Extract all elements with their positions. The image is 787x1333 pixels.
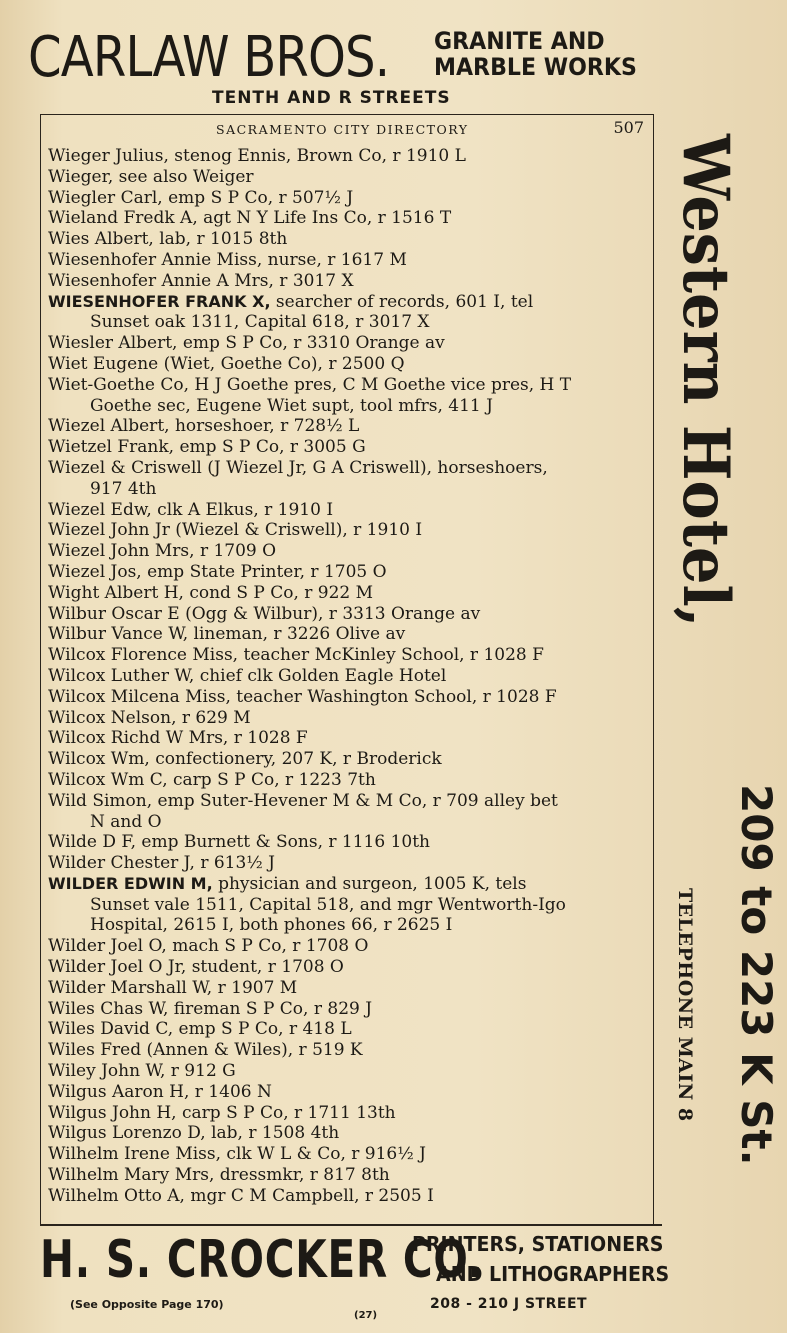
directory-entry <box>48 853 654 874</box>
directory-entries <box>48 146 654 1207</box>
entry-name: Wilhelm Mary Mrs, <box>48 1165 215 1186</box>
directory-entry <box>48 271 654 292</box>
entry-name: Wiezel & Criswell <box>48 457 202 478</box>
bottom-ad-note: (See Opposite Page 170) <box>70 1298 224 1311</box>
top-ad-tagline-line1: GRANITE AND <box>434 27 605 55</box>
directory-entry <box>48 146 654 167</box>
entry-details: Sunset oak 1311, Capital 618, r 3017 X <box>90 312 430 333</box>
directory-entry <box>48 978 654 999</box>
directory-entry <box>48 1186 654 1207</box>
directory-entry <box>48 957 654 978</box>
directory-entry <box>48 999 654 1020</box>
directory-entry <box>48 1103 654 1124</box>
top-ad-brand: CARLAW BROS. <box>28 25 390 90</box>
entry-name: Wiles Fred <box>48 1040 142 1061</box>
entry-details: chief clk Golden Eagle Hotel <box>194 665 447 686</box>
entry-details: r 1028 F <box>228 728 308 749</box>
entry-name: Wies Albert, <box>48 229 154 250</box>
entry-details: r 1709 O <box>194 541 277 562</box>
directory-entry <box>48 292 654 313</box>
entry-details: emp Burnett & Sons, r 1116 10th <box>135 832 431 853</box>
entry-name: Wiesler Albert, <box>48 333 178 354</box>
entry-name: Wilgus Aaron H, <box>48 1081 190 1102</box>
entry-details: clk W L & Co, r 916½ J <box>221 1144 426 1165</box>
entry-details: teacher Washington School, r 1028 F <box>230 686 557 707</box>
entry-name: Wilder Marshall W, <box>48 977 213 998</box>
directory-frame-bottom-rule <box>40 1224 662 1226</box>
directory-entry <box>48 479 654 500</box>
entry-details: Sunset vale 1511, Capital 518, and mgr Wentworth-Igo <box>90 894 566 915</box>
entry-details: mgr C M Campbell, r 2505 I <box>184 1185 434 1206</box>
page-number: 507 <box>613 118 644 137</box>
directory-entry <box>48 832 654 853</box>
entry-details: teacher McKinley School, r 1028 F <box>238 645 544 666</box>
directory-entry <box>48 250 654 271</box>
entry-name: Wiezel John Mrs, <box>48 541 195 562</box>
bottom-ad-page-ref: (27) <box>354 1310 378 1321</box>
directory-entry <box>48 375 654 396</box>
entry-details: fireman S P Co, r 829 J <box>168 998 373 1019</box>
directory-entry <box>48 208 654 229</box>
entry-name: Wieger Julius, <box>48 146 169 166</box>
top-ad-address: TENTH AND R STREETS <box>212 88 451 108</box>
directory-entry <box>48 541 654 562</box>
entry-name: Wilbur Oscar E <box>48 603 180 624</box>
side-ad-telephone: TELEPHONE MAIN 8 <box>674 888 696 1122</box>
entry-name: Wilhelm Otto A, <box>48 1185 185 1206</box>
directory-entry <box>48 624 654 645</box>
directory-entry <box>48 1123 654 1144</box>
directory-entry <box>48 583 654 604</box>
top-ad-tagline-line2: MARBLE WORKS <box>434 53 637 81</box>
directory-entry <box>48 1144 654 1165</box>
entry-name: Wilbur Vance W, <box>48 624 189 645</box>
entry-details: emp S P Co, r 3005 G <box>174 437 366 458</box>
entry-name: Wiezel Albert, <box>48 416 170 437</box>
entry-details: mach S P Co, r 1708 O <box>166 936 369 957</box>
directory-entry <box>48 791 654 812</box>
entry-name: Wiesenhofer Annie Miss, <box>48 249 263 270</box>
entry-details: (Ogg & Wilbur), r 3313 Orange av <box>179 603 481 624</box>
directory-entry <box>48 229 654 250</box>
entry-details: lab, r 1508 4th <box>205 1123 340 1144</box>
entry-details: carp S P Co, r 1223 7th <box>167 769 376 790</box>
entry-name: Wieger, see also Weiger <box>48 166 254 187</box>
directory-entry <box>48 687 654 708</box>
directory-entry <box>48 520 654 541</box>
entry-details: emp S P Co, r 507½ J <box>162 187 354 208</box>
entry-details: horseshoer, r 728½ L <box>169 416 360 437</box>
entry-name: Wiley John W, <box>48 1061 166 1082</box>
directory-entry <box>48 312 654 333</box>
entry-details: emp S P Co, r 3310 Orange av <box>177 333 445 354</box>
entry-details: (Wiezel & Criswell), r 1910 I <box>169 520 423 541</box>
entry-details: r 1907 M <box>212 977 298 998</box>
entry-details: r 912 G <box>165 1061 236 1082</box>
top-ad-tagline <box>434 28 637 80</box>
entry-details: r 1406 N <box>189 1081 272 1102</box>
directory-entry <box>48 1019 654 1040</box>
directory-entry <box>48 458 654 479</box>
entry-details: lineman, r 3226 Olive av <box>188 624 406 645</box>
entry-details: student, r 1708 O <box>186 957 344 978</box>
directory-entry <box>48 770 654 791</box>
directory-entry <box>48 874 654 895</box>
crocker-co-advertisement <box>28 1228 688 1328</box>
directory-entry <box>48 562 654 583</box>
directory-entry <box>48 416 654 437</box>
directory-entry <box>48 354 654 375</box>
entry-details: clk A Elkus, r 1910 I <box>151 499 334 520</box>
directory-entry <box>48 396 654 417</box>
entry-details: r 3017 X <box>273 270 354 291</box>
entry-details: 917 4th <box>90 478 157 499</box>
entry-name: Wilcox Nelson, <box>48 707 177 728</box>
directory-entry <box>48 1040 654 1061</box>
entry-name: Wiezel Edw, <box>48 499 152 520</box>
entry-details: cond S P Co, r 922 M <box>183 582 374 603</box>
directory-entry <box>48 666 654 687</box>
directory-entry <box>48 936 654 957</box>
entry-name: Wiezel John Jr <box>48 520 170 541</box>
directory-entry <box>48 1082 654 1103</box>
entry-details: lab, r 1015 8th <box>153 229 288 250</box>
directory-entry <box>48 728 654 749</box>
directory-entry <box>48 1165 654 1186</box>
entry-name: Wiet Eugene <box>48 353 159 374</box>
entry-details: (Wiet, Goethe Co), r 2500 Q <box>158 353 405 374</box>
directory-entry <box>48 915 654 936</box>
entry-details: agt N Y Life Ins Co, r 1516 T <box>197 208 452 229</box>
western-hotel-advertisement <box>662 128 782 1238</box>
directory-entry <box>48 708 654 729</box>
entry-details: N and O <box>90 811 162 832</box>
directory-entry <box>48 895 654 916</box>
entry-name: Wieland Fredk A, <box>48 208 198 229</box>
directory-header <box>40 116 650 142</box>
entry-details: emp State Printer, r 1705 O <box>141 561 387 582</box>
entry-name: Wilde D F, <box>48 832 136 853</box>
directory-entry <box>48 1061 654 1082</box>
entry-details: dressmkr, r 817 8th <box>214 1165 390 1186</box>
entry-details: (J Wiezel Jr, G A Criswell), horseshoers, <box>201 457 548 478</box>
directory-entry <box>48 812 654 833</box>
bottom-ad-tagline-line1: PRINTERS, STATIONERS <box>412 1232 664 1256</box>
entry-name: Wiet-Goethe Co, <box>48 374 190 395</box>
entry-name: Wiles David C, <box>48 1019 174 1040</box>
bottom-ad-brand: H. S. CROCKER CO. <box>40 1230 484 1290</box>
directory-entry <box>48 604 654 625</box>
directory-entry <box>48 188 654 209</box>
entry-name: Wilder Chester J, <box>48 853 195 874</box>
entry-name: Wiesenhofer Annie A Mrs, <box>48 270 274 291</box>
bottom-ad-tagline-line2: AND LITHOGRAPHERS <box>436 1262 670 1286</box>
directory-entry <box>48 749 654 770</box>
entry-name: Wilder Joel O Jr, <box>48 957 187 978</box>
entry-details: nurse, r 1617 M <box>262 249 407 270</box>
entry-name: Wilcox Richd W Mrs, <box>48 728 229 749</box>
entry-name: Wilhelm Irene Miss, <box>48 1144 222 1165</box>
directory-entry <box>48 333 654 354</box>
entry-name: WILDER EDWIN M, <box>48 873 213 893</box>
entry-details: (Annen & Wiles), r 519 K <box>141 1040 363 1061</box>
entry-name: Wiegler Carl, <box>48 187 163 208</box>
side-ad-hotel-name: Western Hotel, <box>668 134 743 628</box>
entry-name: Wilcox Wm, <box>48 749 150 770</box>
entry-details: Goethe sec, Eugene Wiet supt, tool mfrs, 411 J <box>90 395 493 416</box>
entry-details: stenog Ennis, Brown Co, r 1910 L <box>168 146 466 166</box>
entry-name: Wilgus John H, <box>48 1102 177 1123</box>
entry-details: H J Goethe pres, C M Goethe vice pres, H T <box>189 374 572 395</box>
entry-details: carp S P Co, r 1711 13th <box>176 1102 396 1123</box>
entry-name: Wietzel Frank, <box>48 437 175 458</box>
entry-name: Wiezel Jos, <box>48 561 142 582</box>
entry-name: Wiles Chas W, <box>48 998 169 1019</box>
entry-details: r 629 M <box>176 707 251 728</box>
directory-entry <box>48 500 654 521</box>
bottom-ad-street: 208 - 210 J STREET <box>430 1296 588 1312</box>
entry-name: Wilcox Luther W, <box>48 665 195 686</box>
entry-details: physician and surgeon, 1005 K, tels <box>212 873 527 894</box>
entry-details: confectionery, 207 K, r Broderick <box>149 749 442 770</box>
entry-details: emp Suter-Hevener M & M Co, r 709 alley bet <box>152 790 558 811</box>
entry-name: Wilgus Lorenzo D, <box>48 1123 206 1144</box>
directory-entry <box>48 645 654 666</box>
entry-details: r 613½ J <box>194 853 275 874</box>
entry-name: Wilcox Milcena Miss, <box>48 686 231 707</box>
entry-name: Wild Simon, <box>48 790 153 811</box>
entry-name: Wight Albert H, <box>48 582 184 603</box>
directory-title: SACRAMENTO CITY DIRECTORY <box>216 122 469 137</box>
entry-details: emp S P Co, r 418 L <box>173 1019 352 1040</box>
entry-name: Wilcox Wm C, <box>48 769 168 790</box>
entry-details: Hospital, 2615 I, both phones 66, r 2625 I <box>90 915 453 936</box>
directory-entry <box>48 437 654 458</box>
entry-details: searcher of records, 601 I, tel <box>270 291 534 312</box>
directory-entry <box>48 167 654 188</box>
entry-name: Wilder Joel O, <box>48 936 167 957</box>
carlaw-bros-advertisement <box>22 22 682 112</box>
entry-name: Wilcox Florence Miss, <box>48 645 239 666</box>
side-ad-address: 209 to 223 K St. <box>732 784 781 1166</box>
entry-name: WIESENHOFER FRANK X, <box>48 291 271 311</box>
